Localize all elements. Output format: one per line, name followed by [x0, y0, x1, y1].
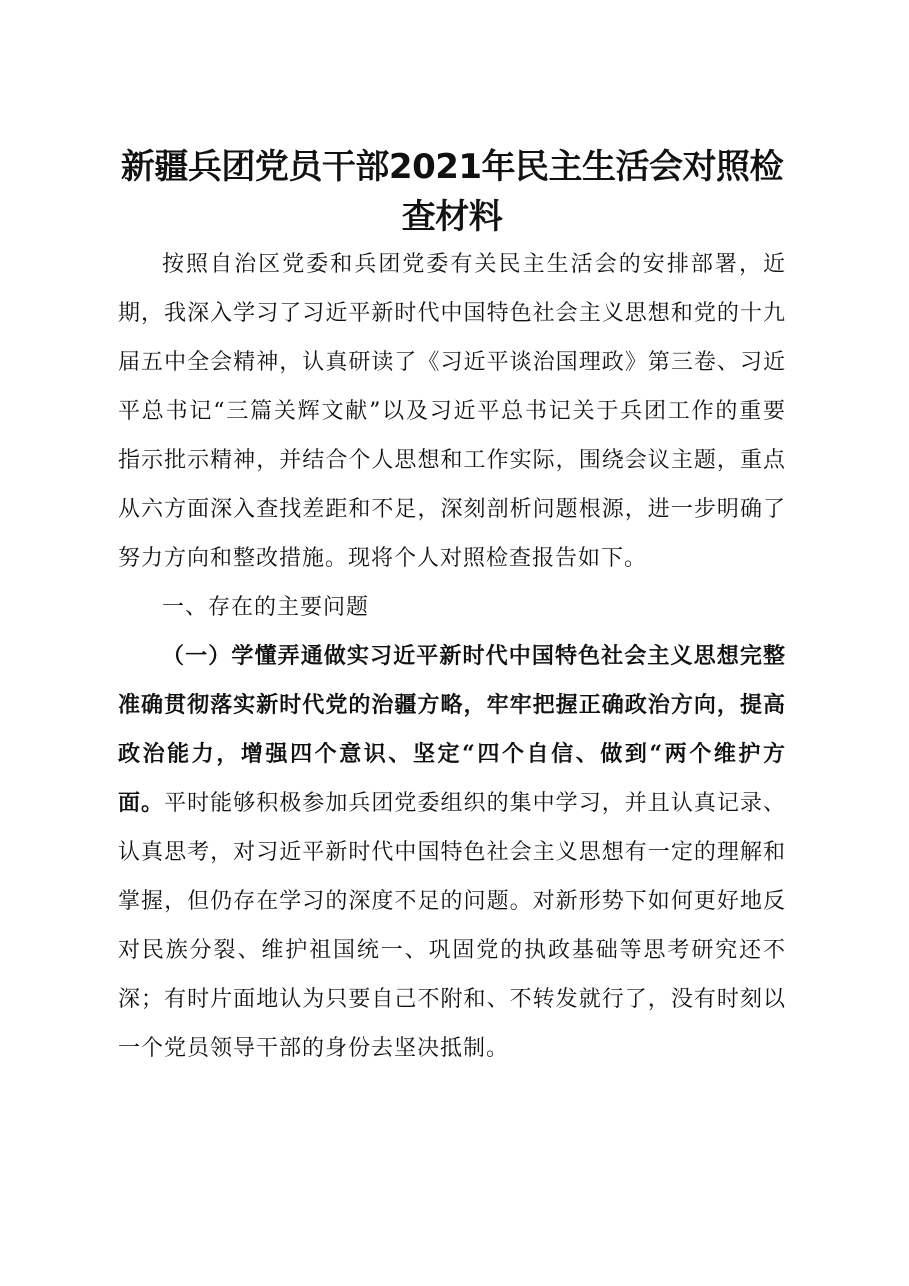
document-page [118, 142, 786, 1073]
intro-paragraph: 按照自治区党委和兵团党委有关民主生活会的安排部署，近期，我深入学习了习近平新时代中国特色社会主义思想和党的十九届五中全会精神，认真研读了《习近平谈治国理政》第三卷、习近平总书记“三篇关辉文献”以及习近平总书记关于兵团工作的重要指示批示精神，并结合个人思想和工作实际，围绕会议主题，重点从六方面深入查找差距和不足，深刻剖析问题根源，进一步明确了努力方向和整改措施。现将个人对照检查报告如下。 [118, 252, 786, 571]
item-1-text: 平时能够积极参加兵团党委组织的集中学习，并且认真记录、认真思考，对习近平新时代中国特色社会主义思想有一定的理解和掌握，但仍存在学习的深度不足的问题。对新形势下如何更好地反对民族分裂、维护祖国统一、巩固党的执政基础等思考研究还不深；有时片面地认为只要自己不附和、不转发就行了，没有时刻以一个党员领导干部的身份去坚决抵制。 [118, 791, 786, 1061]
section-heading: 一、存在的主要问题 [162, 595, 370, 620]
title-line-1: 新疆兵团党员干部2021年民主生活会对照检 [120, 147, 784, 187]
document-title [118, 142, 786, 242]
item-1-paragraph [118, 632, 786, 1073]
item-1-bold-lead: （一）学懂弄通做实习近平新时代中国特色社会主义思想完整准确贯彻落实新时代党的治疆方略，牢牢把握正确政治方向，提高政治能力，增强四个意识、坚定“四个自信、做到“两个维护方面。 [118, 643, 786, 816]
title-line-2: 查材料 [401, 197, 503, 237]
